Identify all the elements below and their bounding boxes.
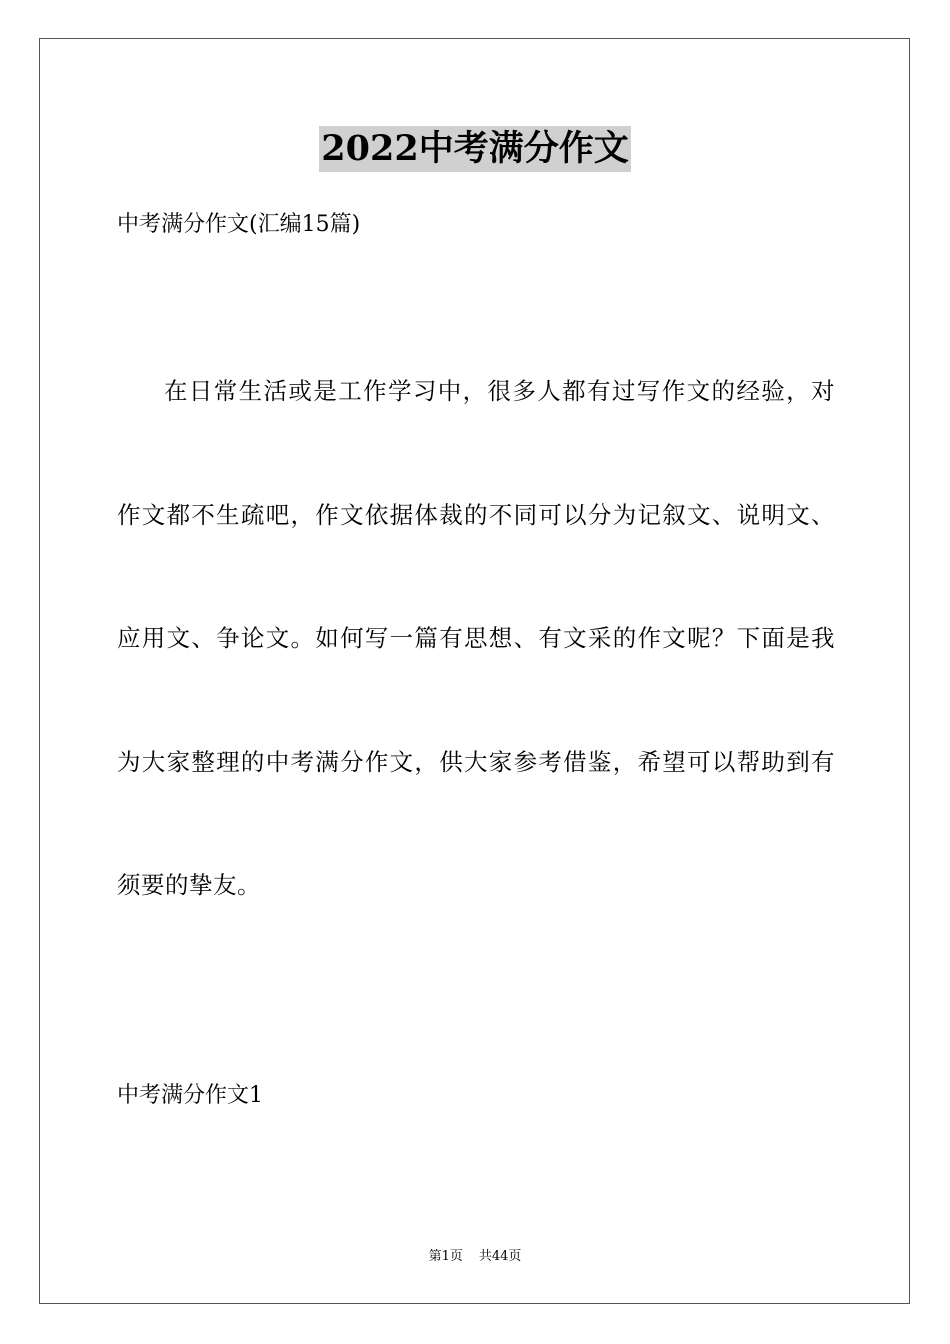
page-number: 第1页 [428,1249,463,1264]
document-subtitle: 中考满分作文(汇编15篇) [117,212,361,237]
document-title-line [0,124,950,174]
document-title: 2022中考满分作文 [319,126,630,172]
page-total: 共44页 [478,1249,522,1264]
page-footer [0,1247,950,1267]
intro-paragraph: 在日常生活或是工作学习中，很多人都有过写作文的经验，对作文都不生疏吧，作文依据体裁的不同可以分为记叙文、说明文、应用文、争论文。如何写一篇有思想、有文采的作文呢？下面是我为大家整理的中考满分作文，供大家参考借鉴，希望可以帮助到有须要的挚友。 [117,377,835,899]
section-heading: 中考满分作文1 [117,1083,263,1108]
